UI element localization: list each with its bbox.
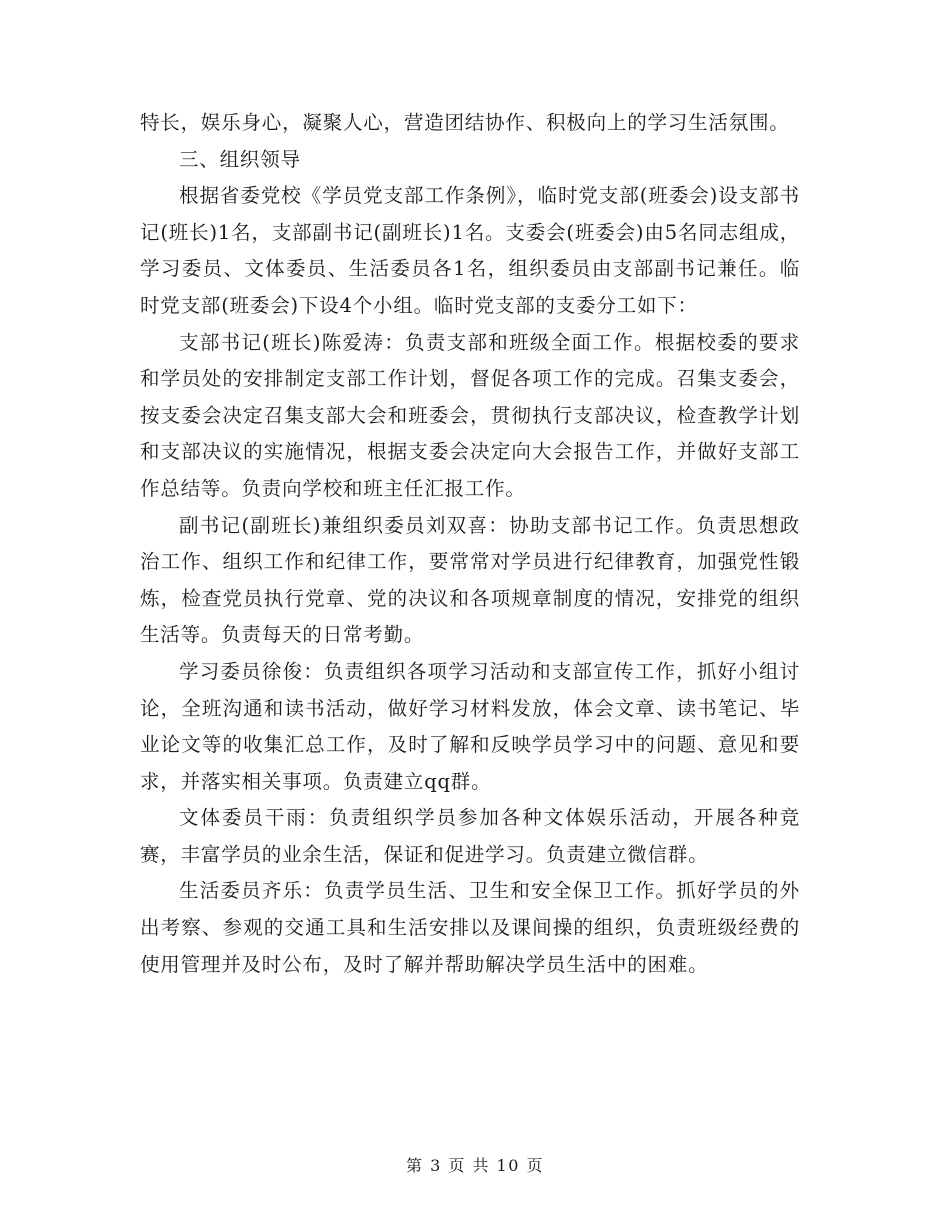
paragraph-sports-committee: 文体委员干雨：负责组织学员参加各种文体娱乐活动，开展各种竞赛，丰富学员的业余生活，保证和促进学习。负责建立微信群。 [140, 806, 800, 866]
paragraph-continuation: 特长，娱乐身心，凝聚人心，营造团结协作、积极向上的学习生活氛围。 [140, 111, 790, 134]
page-footer: 第 3 页 共 10 页 [406, 1156, 544, 1175]
section-heading-organization: 三、组织领导 [179, 147, 301, 171]
paragraph-structure: 根据省委党校《学员党支部工作条例》，临时党支部(班委会)设支部书记(班长)1名，支部副书记(副班长)1名。支委会(班委会)由5名同志组成，学习委员、文体委员、生活委员各1名，组织委员由支部副书记兼任。临时党支部(班委会)下设4个小组。临时党支部的支委分工如下： [140, 184, 800, 317]
paragraph-deputy-secretary: 副书记(副班长)兼组织委员刘双喜：协助支部书记工作。负责思想政治工作、组织工作和纪律工作，要常常对学员进行纪律教育，加强党性锻炼，检查党员执行党章、党的决议和各项规章制度的情况，安排党的组织生活等。负责每天的日常考勤。 [140, 513, 800, 647]
paragraph-study-committee: 学习委员徐俊：负责组织各项学习活动和支部宣传工作，抓好小组讨论，全班沟通和读书活动，做好学习材料发放，体会文章、读书笔记、毕业论文等的收集汇总工作，及时了解和反映学员学习中的问题、意见和要求，并落实相关事项。负责建立qq群。 [140, 659, 800, 793]
paragraph-life-committee: 生活委员齐乐：负责学员生活、卫生和安全保卫工作。抓好学员的外出考察、参观的交通工具和生活安排以及课间操的组织，负责班级经费的使用管理并及时公布，及时了解并帮助解决学员生活中的困难。 [140, 879, 800, 976]
paragraph-secretary: 支部书记(班长)陈爱涛：负责支部和班级全面工作。根据校委的要求和学员处的安排制定支部工作计划，督促各项工作的完成。召集支委会，按支委会决定召集支部大会和班委会，贯彻执行支部决议，检查教学计划和支部决议的实施情况，根据支委会决定向大会报告工作，并做好支部工作总结等。负责向学校和班主任汇报工作。 [140, 330, 800, 500]
document-body [140, 105, 800, 983]
